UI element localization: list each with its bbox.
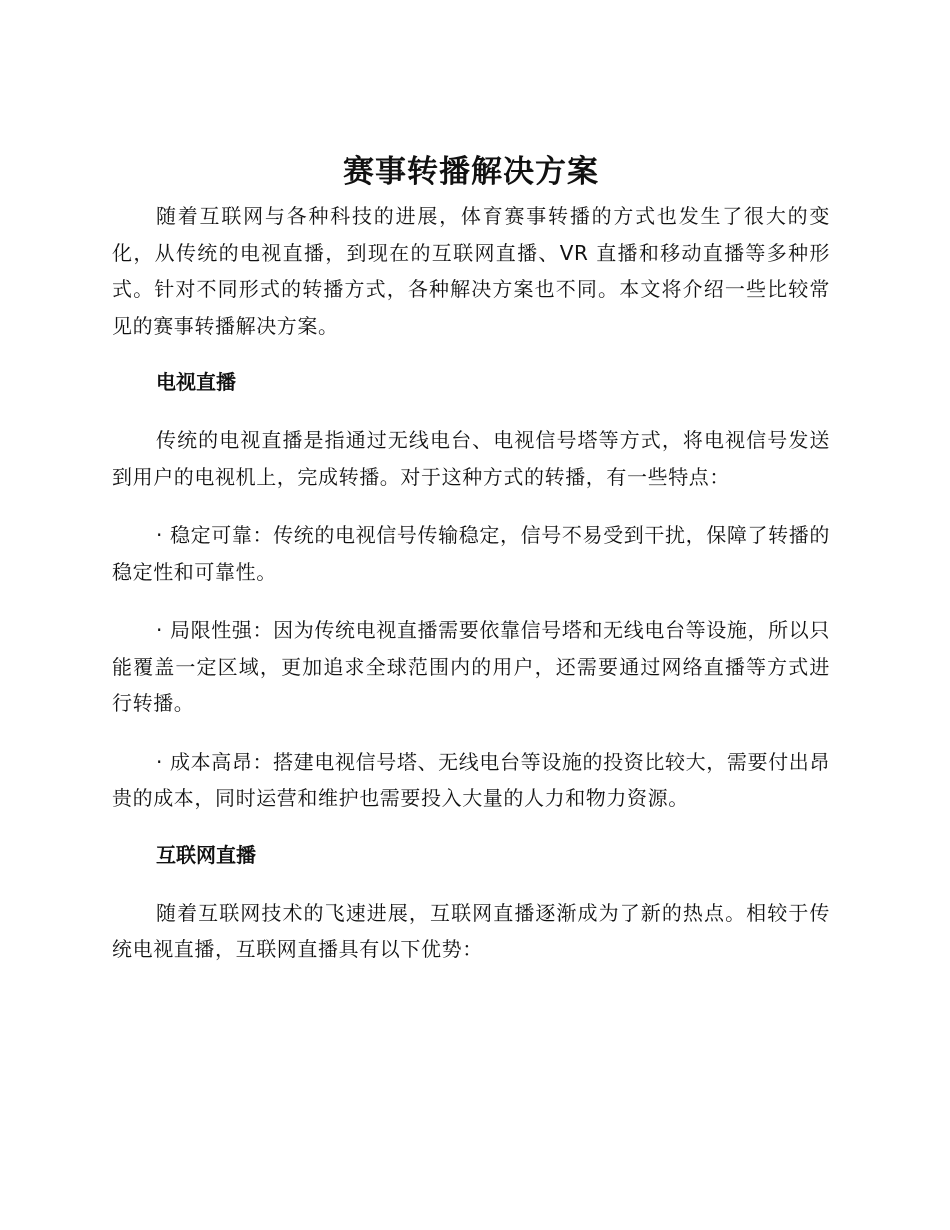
intro-paragraph: 随着互联网与各种科技的进展，体育赛事转播的方式也发生了很大的变化，从传统的电视直播，到现在的互联网直播、VR 直播和移动直播等多种形式。针对不同形式的转播方式，各种解决方案也不同。本文将介绍一些比较常见的赛事转播解决方案。 <box>112 204 830 338</box>
tv-paragraph: 传统的电视直播是指通过无线电台、电视信号塔等方式，将电视信号发送到用户的电视机上，完成转播。对于这种方式的转播，有一些特点： <box>112 428 830 489</box>
section-heading-tv: 电视直播 <box>156 370 236 394</box>
bullet-limited: · 局限性强：因为传统电视直播需要依靠信号塔和无线电台等设施，所以只能覆盖一定区域，更加追求全球范围内的用户，还需要通过网络直播等方式进行转播。 <box>112 618 830 715</box>
bullet-cost: · 成本高昂：搭建电视信号塔、无线电台等设施的投资比较大，需要付出昂贵的成本，同时运营和维护也需要投入大量的人力和物力资源。 <box>112 749 830 810</box>
section-heading-internet: 互联网直播 <box>156 842 256 867</box>
document-title: 赛事转播解决方案 <box>343 154 599 190</box>
document-page <box>112 150 830 968</box>
bullet-stable: · 稳定可靠：传统的电视信号传输稳定，信号不易受到干扰，保障了转播的稳定性和可靠性。 <box>112 523 830 584</box>
internet-paragraph: 随着互联网技术的飞速进展，互联网直播逐渐成为了新的热点。相较于传统电视直播，互联网直播具有以下优势： <box>112 900 830 961</box>
